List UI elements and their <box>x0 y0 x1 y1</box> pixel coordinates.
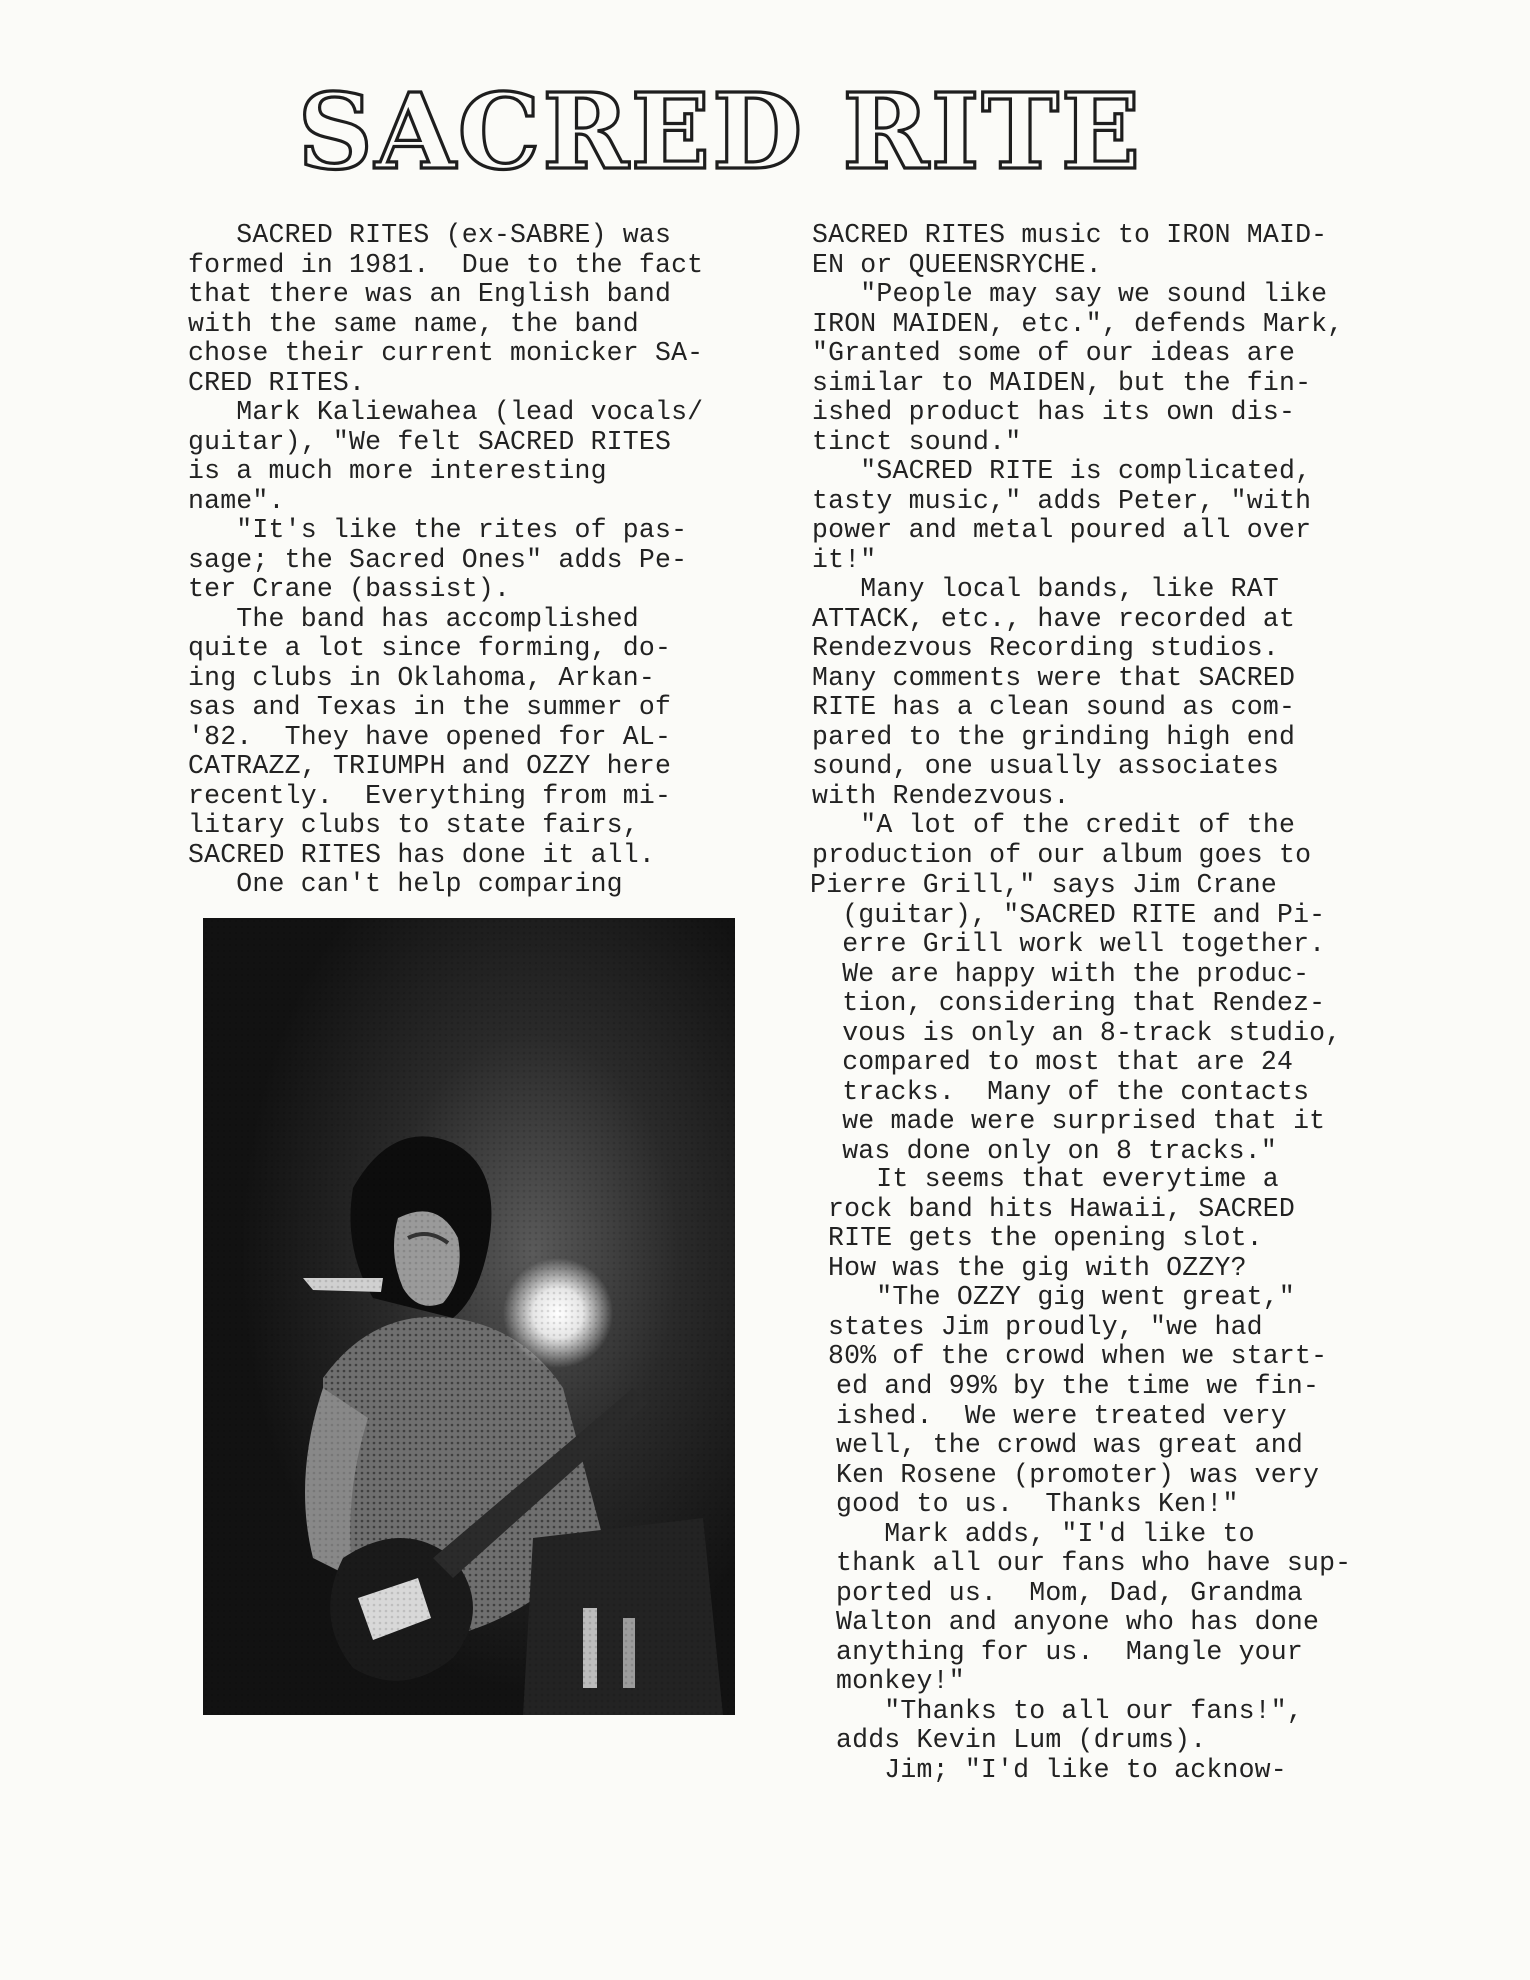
text-line: chose their current monicker SA- <box>188 338 704 368</box>
text-line: Walton and anyone who has done <box>836 1607 1320 1637</box>
right-column-middle <box>810 871 1430 1166</box>
text-line: that there was an English band <box>188 279 672 309</box>
text-line: pared to the grinding high end <box>812 721 1296 752</box>
text-line: "A lot of the credit of the <box>812 810 1296 840</box>
text-line: anything for us. Mangle your <box>836 1636 1303 1667</box>
text-line: "SACRED RITE is complicated, <box>812 456 1312 486</box>
text-line: "The OZZY gig went great," <box>828 1282 1295 1312</box>
text-line: name". <box>188 485 285 516</box>
text-line: Many comments were that SACRED <box>812 662 1296 693</box>
text-line: erre Grill work well together. <box>810 929 1326 959</box>
text-line: One can't help comparing <box>188 869 623 899</box>
text-line: adds Kevin Lum (drums). <box>836 1725 1207 1755</box>
text-line: SACRED RITES (ex-SABRE) was <box>188 220 672 250</box>
right-column-top <box>812 221 1432 870</box>
text-line: guitar), "We felt SACRED RITES <box>188 426 672 457</box>
text-line: Ken Rosene (promoter) was very <box>836 1459 1320 1490</box>
text-line: RITE gets the opening slot. <box>828 1223 1263 1253</box>
text-line: good to us. Thanks Ken!" <box>836 1489 1239 1519</box>
text-line: tasty music," adds Peter, "with <box>812 485 1312 516</box>
text-line: we made were surprised that it <box>810 1106 1326 1136</box>
text-line: IRON MAIDEN, etc.", defends Mark, <box>812 308 1344 339</box>
text-line: sas and Texas in the summer of <box>188 692 672 722</box>
text-line: ATTACK, etc., have recorded at <box>812 603 1296 634</box>
text-line: tinct sound." <box>812 426 1022 457</box>
text-line: ported us. Mom, Dad, Grandma <box>836 1577 1303 1608</box>
text-line: tion, considering that Rendez- <box>810 988 1326 1018</box>
text-line: "Granted some of our ideas are <box>812 338 1296 368</box>
left-column <box>188 221 768 900</box>
text-line: was done only on 8 tracks." <box>810 1135 1277 1166</box>
text-line: states Jim proudly, "we had <box>828 1311 1263 1342</box>
text-line: monkey!" <box>836 1666 965 1696</box>
text-line: ing clubs in Oklahoma, Arkan- <box>188 662 655 693</box>
right-column-bottom <box>836 1372 1456 1785</box>
text-line: ed and 99% by the time we fin- <box>836 1371 1320 1401</box>
text-line: tracks. Many of the contacts <box>810 1076 1310 1107</box>
text-line: recently. Everything from mi- <box>188 780 672 811</box>
text-line: formed in 1981. Due to the fact <box>188 249 704 280</box>
text-line: compared to most that are 24 <box>810 1047 1294 1077</box>
band-member-photo <box>203 918 735 1715</box>
text-line: vous is only an 8-track studio, <box>810 1017 1342 1048</box>
text-line: '82. They have opened for AL- <box>188 721 672 752</box>
text-line: (guitar), "SACRED RITE and Pi- <box>810 899 1326 930</box>
text-line: ter Crane (bassist). <box>188 574 511 604</box>
article-title <box>297 70 1143 200</box>
text-line: quite a lot since forming, do- <box>188 633 672 663</box>
text-line: "People may say we sound like <box>812 279 1328 309</box>
text-line: litary clubs to state fairs, <box>188 810 639 840</box>
text-line: It seems that everytime a <box>828 1164 1279 1194</box>
text-line: production of our album goes to <box>812 839 1312 870</box>
text-line: ished. We were treated very <box>836 1400 1287 1431</box>
text-line: The band has accomplished <box>188 603 639 634</box>
text-line: sage; the Sacred Ones" adds Pe- <box>188 544 688 575</box>
band-member-photo-icon <box>203 918 735 1715</box>
text-line: CRED RITES. <box>188 367 366 398</box>
text-line: similar to MAIDEN, but the fin- <box>812 367 1312 398</box>
text-line: Pierre Grill," says Jim Crane <box>810 870 1277 900</box>
text-line: Many local bands, like RAT <box>812 574 1279 604</box>
text-line: it!" <box>812 544 877 575</box>
text-line: Mark adds, "I'd like to <box>836 1518 1255 1549</box>
text-line: "Thanks to all our fans!", <box>836 1695 1303 1726</box>
text-line: with Rendezvous. <box>812 780 1070 811</box>
text-line: is a much more interesting <box>188 456 607 486</box>
text-line: 80% of the crowd when we start- <box>828 1341 1328 1371</box>
text-line: ished product has its own dis- <box>812 397 1296 427</box>
text-line: sound, one usually associates <box>812 751 1279 781</box>
text-line: SACRED RITES music to IRON MAID- <box>812 220 1328 250</box>
text-line: thank all our fans who have sup- <box>836 1548 1352 1578</box>
text-line: SACRED RITES has done it all. <box>188 839 655 870</box>
text-line: power and metal poured all over <box>812 515 1312 545</box>
text-line: "It's like the rites of pas- <box>188 515 688 545</box>
text-line: Jim; "I'd like to acknow- <box>836 1754 1287 1785</box>
text-line: CATRAZZ, TRIUMPH and OZZY here <box>188 751 672 781</box>
text-line: Mark Kaliewahea (lead vocals/ <box>188 397 704 427</box>
text-line: RITE has a clean sound as com- <box>812 692 1296 722</box>
text-line: EN or QUEENSRYCHE. <box>812 249 1102 280</box>
text-line: with the same name, the band <box>188 308 639 339</box>
article-title-text: SACRED RITE <box>297 70 1143 193</box>
text-line: How was the gig with OZZY? <box>828 1252 1247 1283</box>
text-line: well, the crowd was great and <box>836 1430 1303 1460</box>
right-column-lower <box>828 1165 1448 1372</box>
text-line: rock band hits Hawaii, SACRED <box>828 1193 1295 1224</box>
text-line: Rendezvous Recording studios. <box>812 633 1279 663</box>
text-line: We are happy with the produc- <box>810 958 1310 989</box>
